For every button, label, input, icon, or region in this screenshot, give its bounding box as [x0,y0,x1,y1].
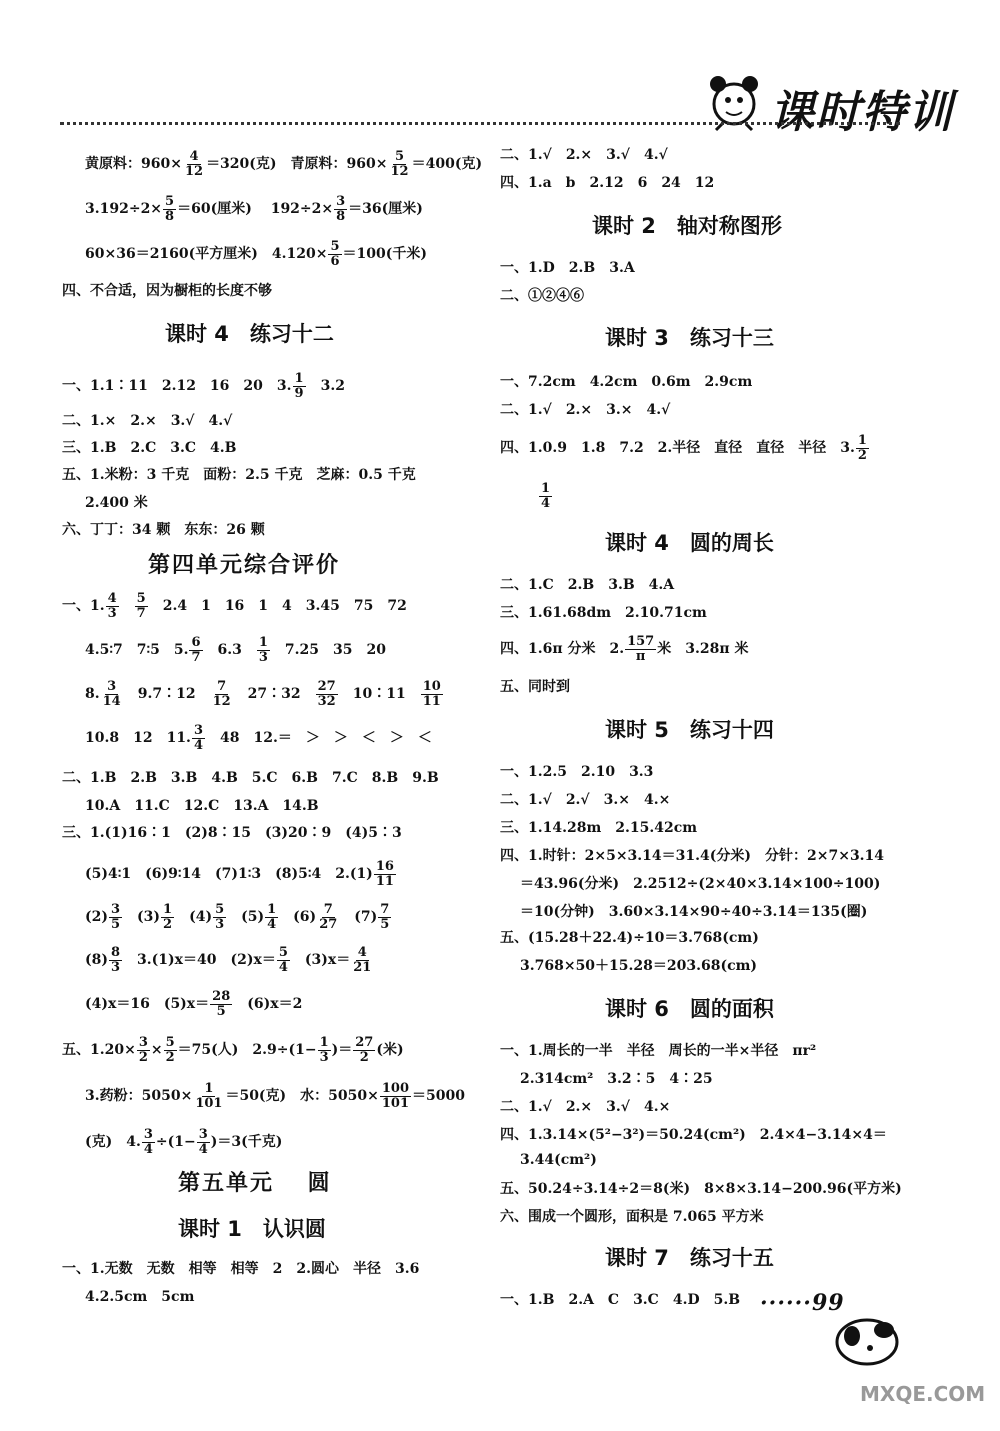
fraction [389,150,411,178]
answer-line [538,482,553,510]
answer-text: 4.5∶7 7∶5 5. [85,642,189,659]
fraction [378,903,391,931]
answer-line [62,592,407,620]
fraction-denominator: 7 [136,605,146,621]
fraction-numerator: 3 [138,1035,148,1050]
fraction [421,680,443,708]
fraction [101,680,123,708]
answer-text: 米 3.28π 米 [657,641,749,658]
answer-text: 二、1.B 2.B 3.B 4.B 5.C 6.B 7.C 8.B 9.B [62,770,439,786]
fraction-denominator: 12 [184,163,204,179]
fraction-denominator: 4 [193,737,203,753]
answer-text: 五、50.24÷3.14÷2＝8(米) 8×8×3.14−200.96(平方米) [500,1181,902,1197]
answer-text: 四、1.0.9 1.8 7.2 2.半径 直径 直径 半径 3. [500,440,855,457]
answer-text: ＝400(克) [411,156,483,173]
answer-line [62,464,416,484]
answer-line [85,1128,282,1156]
answer-line [500,635,748,663]
fraction [210,990,232,1018]
fraction-numerator: 6 [191,635,201,650]
fraction [192,724,205,752]
fraction-denominator: 8 [165,208,175,224]
section-title: 第五单元 圆 [178,1171,332,1196]
fraction-denominator: 3 [111,959,121,975]
answer-text: (5) [227,909,265,926]
fraction [277,946,290,974]
answer-text: 2.4 1 16 1 4 3.45 75 72 [148,598,407,615]
fraction-numerator: 27 [317,679,336,694]
header-title: 课时特训 [770,87,954,138]
fraction-denominator: 7 [191,649,201,665]
answer-line [520,1068,713,1088]
answer-text: )＝ [331,1042,353,1059]
fraction-numerator: 3 [111,902,121,917]
fraction-denominator: 12 [212,693,231,709]
answer-text: (米) [376,1042,404,1059]
section-title: 课时 2 轴对称图形 [592,214,782,238]
answer-line [85,860,397,888]
fraction-denominator: 4 [267,916,277,932]
answer-text: 3.192÷2× [85,201,163,218]
answer-text: 8. [85,686,100,703]
fraction-denominator: 101 [195,1095,223,1111]
answer-text: 四、1.a b 2.12 6 24 12 [500,175,715,191]
fraction-numerator: 1 [541,481,551,496]
answer-text: 三、1.B 2.C 3.C 4.B [62,440,237,456]
answer-text: × [150,1042,163,1059]
answer-text: 一、1.D 2.B 3.A [500,260,635,276]
answer-text: 六、丁丁：34 颗 东东：26 颗 [62,522,265,538]
answer-line [500,399,670,419]
answer-line [500,761,653,781]
fraction [189,636,202,664]
fraction [265,903,278,931]
answer-line [500,257,635,277]
answer-text: 二、①②④⑥ [500,288,584,304]
answer-text: ＝36(厘米) [348,201,423,218]
fraction-denominator: 3 [319,1049,329,1065]
fraction-numerator: 3 [336,194,346,209]
fraction-denominator: 12 [390,163,409,179]
answer-text: ＝50(克) 水：5050× [225,1088,379,1105]
answer-text: 10.8 12 11. [85,730,191,747]
answer-text: 黄原料：960× [85,156,182,173]
answer-line [85,680,444,708]
answer-text: ＝43.96(分米) 2.2512÷(2×40×3.14×100÷100) [520,876,881,892]
fraction-numerator: 5 [165,194,175,209]
section-title: 课时 5 练习十四 [605,718,774,742]
answer-text: 一、1. [62,598,105,615]
answer-text: 二、1.C 2.B 3.B 4.A [500,577,675,593]
fraction-numerator: 10 [422,679,441,694]
answer-text: 一、1.2.5 2.10 3.3 [500,764,654,780]
answer-line [500,789,670,809]
fraction-denominator: 32 [317,693,336,709]
fraction-numerator: 1 [267,902,277,917]
answer-text: ＝60(厘米) 192÷2× [177,201,334,218]
answer-line [500,927,759,947]
fraction-numerator: 8 [111,945,121,960]
answer-line [85,1286,194,1306]
fraction [135,592,148,620]
section-title: 课时 4 练习十二 [165,322,334,346]
fraction-denominator: 14 [102,693,121,709]
answer-text: 3.44(cm²) [520,1152,597,1168]
answer-text: 2.400 米 [85,495,148,511]
answer-line [62,822,402,842]
fraction-numerator: 4 [107,591,117,606]
answer-line [62,519,265,539]
answer-line [500,1206,764,1226]
answer-text: 10.A 11.C 12.C 13.A 14.B [85,798,319,814]
answer-text: 三、1.(1)16∶1 (2)8∶15 (3)20∶9 (4)5∶3 [62,825,402,841]
fraction [257,636,270,664]
fraction [374,860,396,888]
answer-text: 五、1.20× [62,1042,136,1059]
fraction [625,635,656,663]
fraction-denominator: 4 [198,1141,208,1157]
fraction-numerator: 27 [355,1035,374,1050]
answer-text: 3.药粉：5050× [85,1088,193,1105]
answer-text: )＝3(千克) [210,1134,283,1151]
answer-line [62,767,439,787]
fraction [164,1036,177,1064]
section-title: 第四单元综合评价 [148,553,341,578]
fraction-denominator: 2 [165,1049,175,1065]
answer-line [500,1040,816,1060]
answer-text: 二、1.√ 2.× 3.× 4.√ [500,402,671,418]
section-title: 课时 4 圆的周长 [605,531,774,555]
answer-line [85,195,423,223]
watermark: MXQE.COM [860,1382,986,1406]
fraction-numerator: 3 [198,1127,208,1142]
fraction [106,592,119,620]
fraction-denominator: 6 [330,253,340,269]
answer-text: 一、7.2cm 4.2cm 0.6m 2.9cm [500,374,753,390]
fraction [316,680,338,708]
fraction-denominator: 3 [258,649,268,665]
fraction [193,1082,224,1110]
answer-line [85,946,374,974]
section-title: 课时 7 练习十五 [605,1246,774,1270]
fraction-denominator: 2 [163,916,173,932]
fraction-denominator: 11 [375,873,394,889]
fraction-denominator: 4 [541,495,551,511]
answer-text: 3.2 [306,378,345,395]
fraction [161,903,174,931]
fraction-numerator: 4 [357,945,367,960]
answer-text: 三、1.61.68dm 2.10.71cm [500,605,707,621]
fraction-denominator: π [635,648,646,664]
fraction-numerator: 4 [189,149,199,164]
answer-text [120,598,134,614]
fraction-denominator: 2 [857,447,867,463]
fraction [183,150,205,178]
fraction [351,946,373,974]
answer-line [85,240,427,268]
answer-line [500,172,714,192]
answer-text: (7) [340,909,378,926]
fraction-denominator: 11 [422,693,441,709]
answer-line [500,285,584,305]
answer-line [500,1096,670,1116]
fraction-denominator: 8 [336,208,346,224]
answer-text: 3.768×50＋15.28＝203.68(cm) [520,958,758,974]
fraction-numerator: 1 [163,902,173,917]
answer-line [62,372,345,400]
answer-text: ＝75(人) 2.9÷(1− [177,1042,317,1059]
answer-line [85,903,392,931]
answer-line [85,150,482,178]
fraction [142,1128,155,1156]
answer-text: 一、1.周长的一半 半径 周长的一半×半径 πr² [500,1043,817,1059]
answer-line [500,1178,902,1198]
header-divider [60,122,900,125]
answer-text: 4.2.5cm 5cm [85,1289,195,1305]
answer-line [520,955,757,975]
answer-text: (4)x＝16 (5)x＝ [85,996,210,1013]
fraction-numerator: 3 [193,723,203,738]
answer-text: 27∶32 [233,686,315,703]
fraction [539,482,552,510]
answer-text: 四、1.3.14×(5²−3²)＝50.24(cm²) 2.4×4−3.14×4＝ [500,1127,887,1143]
answer-text: (3)x＝ [290,952,351,969]
fraction-denominator: 5 [111,916,121,932]
answer-line [62,437,236,457]
fraction-numerator: 5 [136,591,146,606]
fraction-numerator: 5 [215,902,225,917]
fraction-denominator: 2 [359,1049,369,1065]
answer-line [62,410,232,430]
answer-line [520,1152,597,1168]
fraction [211,680,233,708]
answer-line [500,602,707,622]
answer-text: (4) [175,909,213,926]
answer-text: (8) [85,952,108,969]
answer-text: 48 12.＝ ＞ ＞ ＜ ＞ ＜ [205,730,432,747]
answer-text: 四、1.时针：2×5×3.14＝31.4(分米) 分针：2×7×3.14 [500,848,885,864]
answer-line [85,492,148,512]
fraction-denominator: 5 [216,1003,226,1019]
fraction [317,903,339,931]
answer-line [500,371,752,391]
answer-text: (克) 4. [85,1134,141,1151]
answer-text: ＝100(千米) [342,246,428,263]
fraction-numerator: 16 [375,859,394,874]
answer-text: 三、1.14.28m 2.15.42cm [500,820,698,836]
fraction [856,434,869,462]
fraction [213,903,226,931]
fraction [380,1082,411,1110]
fraction-numerator: 7 [217,679,227,694]
fraction [334,195,347,223]
answer-text: 五、(15.28＋22.4)÷10＝3.768(cm) [500,930,759,946]
answer-text: 10∶11 [338,686,420,703]
fraction-denominator: 4 [278,959,288,975]
section-title: 课时 6 圆的面积 [605,997,774,1021]
answer-text: (6) [279,909,317,926]
section-title: 课时 3 练习十三 [605,326,774,350]
answer-text: 二、1.√ 2.× 3.√ 4.× [500,1099,671,1115]
answer-text: 五、同时到 [500,679,570,695]
answer-text: 3.(1)x＝40 (2)x＝ [123,952,276,969]
fraction-numerator: 3 [107,679,117,694]
answer-line [520,873,880,893]
answer-line [500,817,697,837]
answer-text: ＝320(克) 青原料：960× [206,156,388,173]
answer-text: (5)4∶1 (6)9∶14 (7)1∶3 (8)5∶4 2.(1) [85,866,373,883]
section-title: 课时 1 认识圆 [178,1217,326,1241]
fraction-numerator: 5 [330,239,340,254]
fraction-numerator: 100 [381,1081,410,1096]
fraction-denominator: 3 [215,916,225,932]
dog-mascot-icon [832,1310,902,1366]
fraction-numerator: 1 [294,371,304,386]
answer-text: 一、1.B 2.A C 3.C 4.D 5.B [500,1292,741,1308]
answer-text: (6)x＝2 [233,996,303,1013]
fraction [328,240,341,268]
fraction-numerator: 1 [258,635,268,650]
fraction [109,903,122,931]
fraction-denominator: 9 [294,385,304,401]
answer-line [500,434,870,462]
answer-text: ＝10(分钟) 3.60×3.14×90÷40÷3.14＝135(圈) [520,904,868,920]
answer-text: 二、1.√ 2.√ 3.× 4.× [500,792,671,808]
fraction-numerator: 157 [627,634,655,649]
answer-line [500,1124,887,1144]
page-number: ······99 [760,1290,845,1316]
answer-line [500,676,570,696]
fraction-numerator: 5 [395,149,405,164]
fraction-numerator: 5 [165,1035,175,1050]
answer-text: 二、1.× 2.× 3.√ 4.√ [62,413,233,429]
fraction-numerator: 7 [323,902,333,917]
answer-line [500,1289,740,1309]
answer-text: 60×36＝2160(平方厘米) 4.120× [85,246,328,263]
answer-text: 四、1.6π 分米 2. [500,641,625,658]
answer-line [85,636,386,664]
fraction-numerator: 1 [204,1081,214,1096]
answer-text: 四、不合适，因为橱柜的长度不够 [62,283,272,299]
answer-line [500,574,674,594]
fraction-denominator: 2 [138,1049,148,1065]
fraction [353,1036,375,1064]
answer-line [62,1036,404,1064]
fraction [293,372,306,400]
answer-line [85,990,302,1018]
fraction [318,1036,331,1064]
answer-text: 2.314cm² 3.2∶5 4∶25 [520,1071,713,1087]
fraction-denominator: 5 [380,916,390,932]
answer-text: ＝5000 [412,1088,465,1105]
answer-text: 一、1.1∶11 2.12 16 20 3. [62,378,292,395]
answer-line [85,795,319,815]
fraction-denominator: 101 [381,1095,410,1111]
answer-text: 9.7∶12 [123,686,210,703]
fraction-numerator: 1 [319,1035,329,1050]
fraction-denominator: 21 [353,959,372,975]
answer-line [62,1258,419,1278]
fraction [137,1036,150,1064]
answer-text: 一、1.无数 无数 相等 相等 2 2.圆心 半径 3.6 [62,1261,420,1277]
answer-text: 6.3 [203,642,256,659]
fraction [109,946,122,974]
answer-text: ÷(1− [155,1134,196,1151]
answer-text: (3) [123,909,161,926]
answer-line [500,144,668,164]
fraction-numerator: 3 [143,1127,153,1142]
answer-line [85,724,432,752]
answer-line [85,1082,465,1110]
fraction-denominator: 4 [143,1141,153,1157]
answer-line [500,845,884,865]
answer-text: 二、1.√ 2.× 3.√ 4.√ [500,147,668,163]
fraction-numerator: 28 [212,989,231,1004]
fraction-numerator: 1 [857,433,867,448]
fraction [163,195,176,223]
fraction [197,1128,210,1156]
fraction-numerator: 7 [380,902,390,917]
answer-line [520,901,867,921]
answer-text: 五、1.米粉：3 千克 面粉：2.5 千克 芝麻：0.5 千克 [62,467,416,483]
fraction-denominator: 27 [319,916,338,932]
answer-line [62,280,272,300]
answer-text: 六、围成一个圆形，面积是 7.065 平方米 [500,1209,764,1225]
answer-text: 7.25 35 20 [270,642,386,659]
answer-text: (2) [85,909,108,926]
fraction-numerator: 5 [278,945,288,960]
fraction-denominator: 3 [107,605,117,621]
